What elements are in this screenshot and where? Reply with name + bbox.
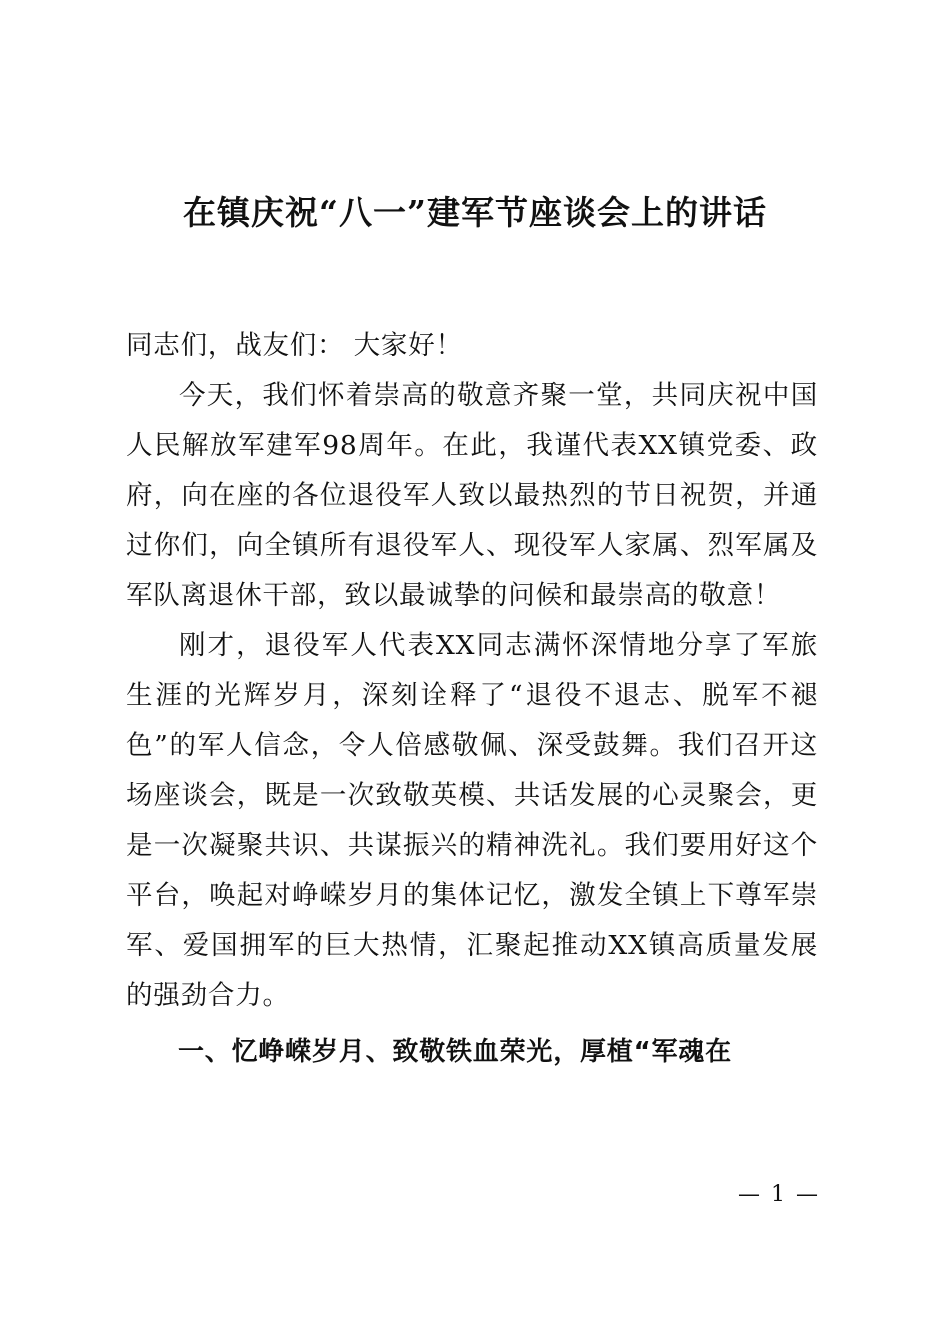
page-number: — 1 —: [738, 1182, 820, 1207]
document-body: [126, 321, 818, 1077]
paragraph-2: 刚才，退役军人代表XX同志满怀深情地分享了军旅生涯的光辉岁月，深刻诠释了“退役不退志、脱军不褪色”的军人信念，令人倍感敬佩、深受鼓舞。我们召开这场座谈会，既是一次致敬英模、共话发展的心灵聚会，更是一次凝聚共识、共谋振兴的精神洗礼。我们要用好这个平台，唤起对峥嵘岁月的集体记忆，激发全镇上下尊军崇军、爱国拥军的巨大热情，汇聚起推动XX镇高质量发展的强劲合力。: [126, 630, 818, 1011]
greeting: 同志们，战友们： 大家好！: [126, 330, 463, 361]
document-title: 在镇庆祝“八一”建军节座谈会上的讲话: [183, 193, 767, 232]
section-heading: 一、忆峥嵘岁月、致敬铁血荣光，厚植“军魂在: [178, 1037, 732, 1067]
paragraph-1: 今天，我们怀着崇高的敬意齐聚一堂，共同庆祝中国人民解放军建军98周年。在此，我谨代表XX镇党委、政府，向在座的各位退役军人致以最热烈的节日祝贺，并通过你们，向全镇所有退役军人、现役军人家属、烈军属及军队离退休干部，致以最诚挚的问候和最崇高的敬意！: [126, 380, 818, 611]
